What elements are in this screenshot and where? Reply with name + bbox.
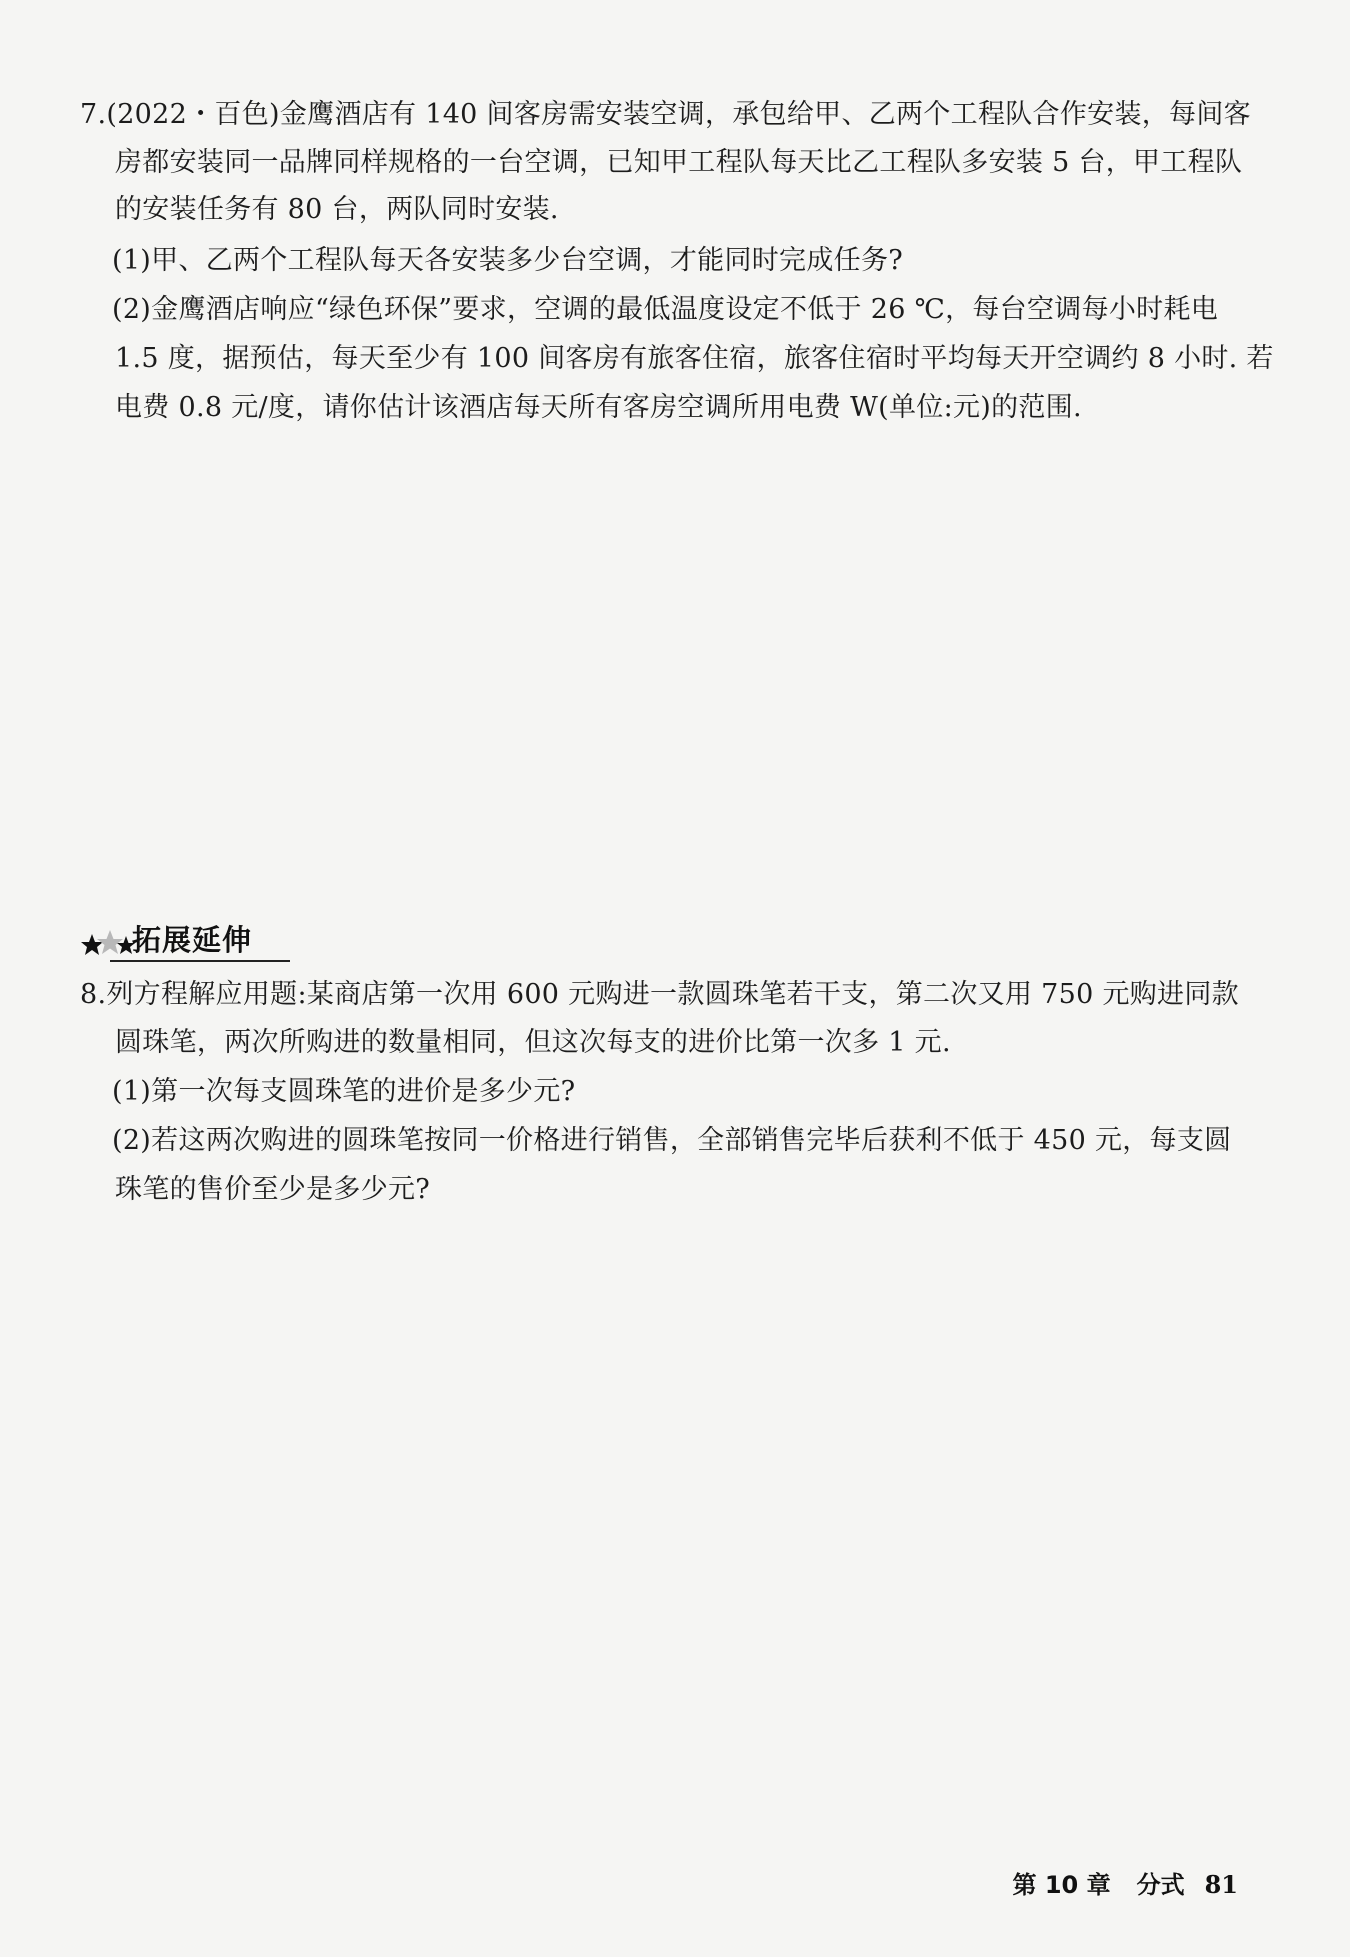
question-7-line-1: 7.(2022・百色)金鹰酒店有 140 间客房需安装空调，承包给甲、乙两个工程队合作安装，每间客 — [80, 99, 1251, 130]
question-7-line-2: 房都安装同一品牌同样规格的一台空调，已知甲工程队每天比乙工程队多安装 5 台，甲工程队 — [115, 147, 1243, 178]
question-8-line-2: 圆珠笔，两次所购进的数量相同，但这次每支的进价比第一次多 1 元. — [115, 1027, 951, 1058]
page-footer — [1012, 1868, 1238, 1902]
section-title: 拓展延伸 — [132, 923, 253, 957]
footer-chapter: 第 10 章 — [1012, 1871, 1111, 1899]
question-7-part-2-line-2: 1.5 度，据预估，每天至少有 100 间客房有旅客住宿，旅客住宿时平均每天开空调约 8 小时. 若 — [115, 343, 1274, 374]
question-8-part-2-line-1: (2)若这两次购进的圆珠笔按同一价格进行销售，全部销售完毕后获利不低于 450 元，每支圆 — [112, 1125, 1232, 1156]
page-number: 81 — [1204, 1870, 1238, 1899]
question-8-part-1: (1)第一次每支圆珠笔的进价是多少元? — [112, 1076, 576, 1107]
question-8-part-2-line-2: 珠笔的售价至少是多少元? — [115, 1174, 431, 1205]
section-header — [80, 918, 295, 962]
question-7-part-2-line-1: (2)金鹰酒店响应“绿色环保”要求，空调的最低温度设定不低于 26 ℃，每台空调每小时耗电 — [112, 294, 1219, 325]
section-underline — [110, 960, 290, 962]
question-7-line-3: 的安装任务有 80 台，两队同时安装. — [115, 194, 559, 225]
question-7-part-1: (1)甲、乙两个工程队每天各安装多少台空调，才能同时完成任务? — [112, 245, 904, 276]
stars-icon — [80, 924, 140, 960]
footer-topic: 分式 — [1136, 1871, 1185, 1899]
question-7-part-2-line-3: 电费 0.8 元/度，请你估计该酒店每天所有客房空调所用电费 W(单位:元)的范围. — [115, 392, 1082, 423]
question-8-line-1: 8.列方程解应用题:某商店第一次用 600 元购进一款圆珠笔若干支，第二次又用 750 元购进同款 — [80, 979, 1239, 1010]
